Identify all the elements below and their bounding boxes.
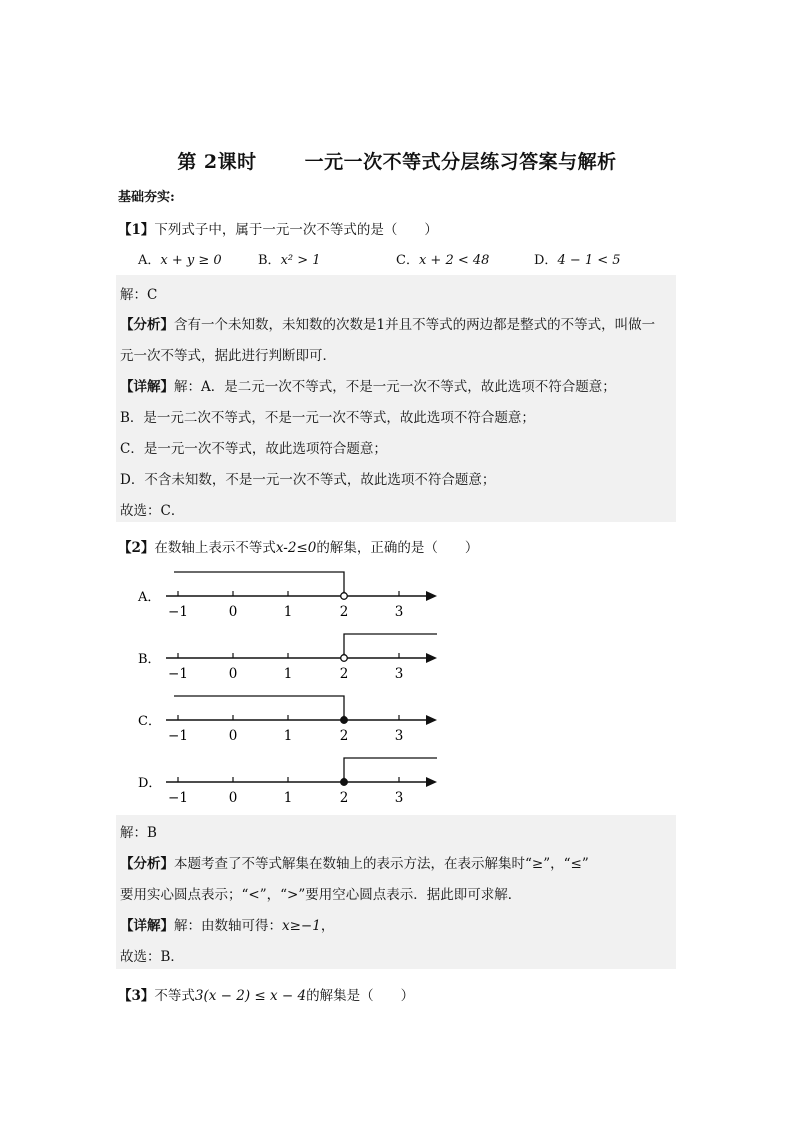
axis-arrow: [426, 591, 437, 601]
solution-ray: [174, 572, 344, 596]
tick-label: 1: [283, 728, 293, 744]
tick-label: 3: [394, 666, 404, 682]
analysis-line-2: 要用实心圆点表示；“<”，“>”要用空心圆点表示．据此即可求解．: [120, 887, 522, 903]
choice-line: 故选：B．: [120, 949, 184, 965]
tick-label: 2: [339, 604, 349, 620]
solution-ray: [344, 634, 437, 658]
option-letter: B．: [138, 652, 161, 667]
option-c: C．x + 2 < 48: [396, 253, 490, 268]
option-letter: C．: [138, 714, 161, 729]
option-b: B．x² > 1: [258, 253, 321, 268]
analysis-line-2: 元一次不等式，据此进行判断即可．: [120, 348, 336, 364]
tick-label: 0: [228, 728, 238, 744]
tick-label: 1: [283, 604, 293, 620]
tick-label: 3: [394, 790, 404, 806]
closed-endpoint: [341, 779, 348, 786]
analysis-line-1: 【分析】含有一个未知数，未知数的次数是1并且不等式的两边都是整式的不等式，叫做一: [120, 317, 656, 333]
lesson-label: 第 2课时: [177, 151, 257, 173]
closed-endpoint: [341, 717, 348, 724]
question-number: 【2】: [118, 540, 155, 556]
question-3: 【3】不等式3(x − 2) ≤ x − 4的解集是（ ）: [118, 988, 415, 1004]
tick-label: 1: [283, 666, 293, 682]
open-endpoint: [341, 593, 348, 600]
option-a: A．x + y ≥ 0: [138, 253, 222, 268]
detail-line: 【详解】解：由数轴可得：x≥−1，: [120, 918, 335, 934]
detail-line-4: D．不含未知数，不是一元一次不等式，故此选项不符合题意；: [120, 472, 496, 488]
choice-line: 故选：C．: [120, 503, 185, 519]
option-d: D．4 − 1 < 5: [534, 253, 621, 268]
tick-label: −1: [168, 728, 188, 744]
stem-expression: 3(x − 2) ≤ x − 4: [194, 988, 307, 1004]
solution-ray: [344, 758, 437, 782]
answer-line: 解：C: [120, 287, 158, 303]
analysis-line-1: 【分析】本题考查了不等式解集在数轴上的表示方法，在表示解集时“≥”，“≤”: [120, 856, 589, 872]
axis-arrow: [426, 653, 437, 663]
question-stem: 下列式子中，属于一元一次不等式的是（ ）: [154, 222, 438, 238]
tick-label: 3: [394, 604, 404, 620]
detail-line-3: C．是一元一次不等式，故此选项符合题意；: [120, 441, 387, 457]
tick-label: −1: [168, 790, 188, 806]
tick-label: −1: [168, 604, 188, 620]
question-2: 【2】在数轴上表示不等式x-2≤0的解集，正确的是（ ）: [118, 540, 479, 556]
stem-expression: x-2≤0: [275, 540, 317, 556]
tick-label: 0: [228, 666, 238, 682]
tick-label: 0: [228, 790, 238, 806]
topic-label: 一元一次不等式分层练习答案与解析: [304, 151, 617, 173]
tick-label: 2: [339, 728, 349, 744]
axis-arrow: [426, 715, 437, 725]
tick-label: 0: [228, 604, 238, 620]
option-letter: D．: [138, 776, 162, 791]
axis-arrow: [426, 777, 437, 787]
option-letter: A．: [138, 590, 161, 605]
section-label: 基础夯实:: [118, 190, 175, 205]
question-number: 【1】: [118, 222, 155, 238]
answer-line: 解：B: [120, 825, 157, 841]
tick-label: 2: [339, 790, 349, 806]
tick-label: −1: [168, 666, 188, 682]
tick-label: 3: [394, 728, 404, 744]
tick-label: 1: [283, 790, 293, 806]
open-endpoint: [341, 655, 348, 662]
solution-ray: [174, 696, 344, 720]
answer-box-2: [116, 815, 676, 969]
tick-label: 2: [339, 666, 349, 682]
detail-line-1: 【详解】解：A．是二元一次不等式，不是一元一次不等式，故此选项不符合题意；: [120, 379, 616, 395]
question-number: 【3】: [118, 988, 155, 1004]
detail-line-2: B．是一元二次不等式，不是一元一次不等式，故此选项不符合题意；: [120, 410, 535, 426]
